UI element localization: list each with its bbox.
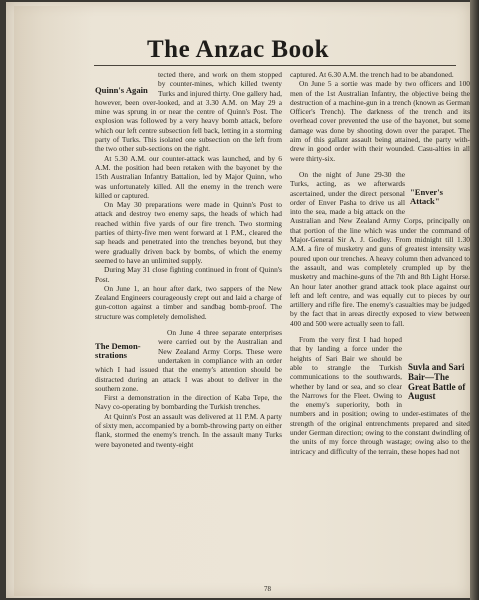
sidenote-suvla-sari-bair: Suvla and Sari Bair—The Great Battle of August <box>408 362 466 402</box>
left-paragraph-5: On June 1, an hour after dark, two sappers of the New Zealand Engineers courageously crept out and laid a charge of gun-cotton against a timber and sandbag bomb-proof. The structure was completely demolished. <box>95 283 282 321</box>
sidenote-demonstrations: The Demon-strations <box>95 341 141 361</box>
left-paragraph-6: The Demon-strations On June 4 three separate enterprises were carried out by the Australian and New Zealand Army Corps. These were undertaken in compliance with an order which I had issued that the enemy's attention should be distracted during an attack I was about to deliver in the southern zone. <box>95 328 282 393</box>
title-rule <box>94 65 456 66</box>
page-number: 78 <box>264 585 271 593</box>
sidenote-envers-attack: "Enver's Attack" <box>410 186 443 207</box>
left-paragraph-4: During May 31 close fighting continued in front of Quinn's Post. <box>95 265 282 284</box>
sidenote-quinns-again: Quinn's Again <box>95 85 148 95</box>
left-paragraph-3: On May 30 preparations were made in Quinn's Post to attack and destroy two enemy saps, the heads of which had reached within five yards of our fire trench. Two storming parties of thirty-five men went forward at 1 P.M., cleared the sap heads and penetrated into the trenches beyond, but they were gradually driven back by bombs, of which the enemy seemed to have an unlimited supply. <box>95 200 282 265</box>
right-paragraph-3: "Enver's Attack" On the night of June 29-30 the Turks, acting, as we afterwards ascertained, under the direct personal order of Enver Pasha to drive us all into the sea, made a big attack on the Australian and New Zealand Army Corps, principally on that portion of the line which was under the command of Major-General Sir A. J. Godley. From midnight till 1.30 A.M. a fire of musketry and guns of greatest intensity was poured upon our trenches. A heavy column then advanced to the assault, and was completely crumpled up by the musketry and machine-guns of the 7th and 8th Light Horse. An hour later another grand attack took place against our left and left centre, and was equally cut to pieces by our artillery and rifle fire. The enemy's casualties may be judged by the fact that in areas directly exposed to view between 400 and 500 were actually seen to fall. <box>290 169 470 328</box>
left-paragraph-1: Quinn's Again tected there, and work on them stopped by counter-mines, which killed twenty Turks and injured thirty. One gallery had, however, been over-looked, and at 3.30 A.M. on May 29 a mine was sprung in or near the centre of Quinn's Post. The explosion was followed by a very heavy bomb attack, before which our left centre subsection fell back, letting in a storming party of Turks. This isolated one subsection on the left from the two other sub-sections on the right. <box>95 70 282 154</box>
right-paragraph-4: Suvla and Sari Bair—The Great Battle of August From the very first I had hoped that by landing a force under the heights of Sari Bair we should be able to strangle the Turkish communications to the southwards, whether by land or sea, and so clear the Narrows for the Fleet. Owing to the enemy's superiority, both in numbers and in position; owing to under-estimates of the strength of the original entrenchments prepared and sited under German direction; owing to the constant dwindling of the units of my force through wastage; owing also to the intricacy and difficulty of the terrain, these hopes had not <box>290 335 470 456</box>
page-stain <box>14 6 94 596</box>
left-paragraph-8: At Quinn's Post an assault was delivered at 11 P.M. A party of sixty men, accompanied by a bomb-throwing party on either flank, stormed the enemy's trench. In the assault many Turks were bayoneted and twenty-eight <box>95 411 282 449</box>
right-column <box>290 70 470 456</box>
book-edge <box>470 0 479 600</box>
book-page <box>6 2 470 598</box>
page-title: The Anzac Book <box>146 36 330 63</box>
left-column <box>95 70 282 449</box>
right-paragraph-2: On June 5 a sortie was made by two officers and 100 men of the 1st Australian Infantry, the objective being the destruction of a machine-gun in a trench (known as German Officer's Trench). The darkness of the trench and its overhead cover prevented the use of the bayonet, but some damage was done by shooting down over the parapet. The aim of this gallant assault being attained, the party with-drew in good order with their wounded. Casu-alties in all were thirty-six. <box>290 79 470 163</box>
left-paragraph-7: First a demonstration in the direction of Kaba Tepe, the Navy co-operating by bombarding the Turkish trenches. <box>95 393 282 412</box>
left-paragraph-2: At 5.30 A.M. our counter-attack was launched, and by 6 A.M. the position had been retaken with the bayonet by the 15th Australian Infantry Battalion, led by Major Quinn, who was unfortunately killed. All the enemy in the trench were killed or captured. <box>95 153 282 200</box>
right-paragraph-1: captured. At 6.30 A.M. the trench had to be abandoned. <box>290 70 454 79</box>
